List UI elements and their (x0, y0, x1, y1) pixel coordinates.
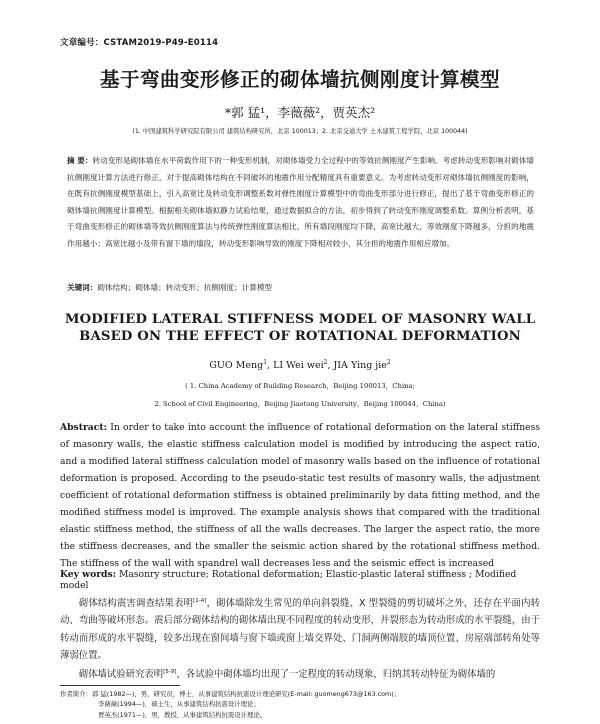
citation: [5-9] (163, 668, 177, 675)
body-text-span: 砌体结构震害调查结果表明 (78, 598, 194, 610)
english-abstract-text: In order to take into account the influence of rotational deformation on the lateral stiffness of masonry walls, the elastic stiffness calculation model is modified by introducing the aspect ratio, and a modified lateral stiffness calculation model of masonry walls based on the influence of rotational deformation is proposed. According to the pseudo-static test results of masonry walls, the adjustment coefficient of rotational deformation stiffness is obtained preliminarily by data fitting method, and the modified stiffness model is improved. The example analysis shows that compared with the traditional elastic stiffness method, the stiffness of all the walls decreases. The larger the aspect ratio, the more the stiffness decreases, and the smaller the seismic action shared by the rotational stiffness method. The stiffness of the wall with spandrel wall decreases less and the seismic effect is increased (60, 422, 541, 569)
english-keywords-label: Key words: (60, 569, 117, 580)
english-keywords (60, 569, 540, 591)
chinese-keywords (67, 282, 534, 293)
chinese-title: 基于弯曲变形修正的砌体墙抗侧刚度计算模型 (99, 68, 500, 91)
english-abstract-label: Abstract: (60, 422, 107, 433)
footnote: 作者简介：郭 猛(1982—)，男，研究员，博士，从事建筑结构抗震设计理论研究(E-mail: guomeng673@163.com)； (60, 690, 401, 698)
chinese-affiliation: (1. 中国建筑科学研究院有限公司 建筑结构研究所，北京 100013；2. 北京交通大学 土木建筑工程学院，北京 100044) (132, 128, 468, 135)
english-affiliation-1: ( 1. China Academy of Building Research，Beijing 100013，China; (185, 382, 415, 390)
body-text-span: 砌体墙试验研究表明 (78, 669, 164, 681)
author-name: JIA Ying jie (333, 360, 387, 372)
english-authors: GUO Meng$^1$, LI Wei wei$^2$, JIA Ying jie$^2$ (209, 359, 391, 372)
chinese-abstract-text: 转动变形是砌体墙在水平荷载作用下的一种变形机制，对砌体墙受力全过程中的等效抗侧刚度产生影响。考虑转动变形影响对砌体墙抗侧刚度计算方法进行修正，对于提高砌体结构在不同破坏的地震作用分配精度具有重要意义。为考虑转动变形对砌体墙抗侧刚度的影响，在既有抗侧刚度模型基础上，引入高宽比及转动变形调整系数对弹性刚度计算模型中的弯曲变形部分进行修正，提出了基于弯曲变形修正的砌体墙抗侧刚度计算模型。根据相关砌体墙拟静力试验结果，通过数据拟合的方法，初步得到了转动变形刚度调整系数。算例分析表明，基于弯曲变形修正的砌体墙等效抗侧刚度算法与传统弹性刚度算法相比，所有墙段刚度均下降，高宽比越大，等效刚度下降越多，分担的地震作用越小；高宽比越小及带有窗下墙的墙段，转动变形影响导致的刚度下降相对较小，其分担的地震作用相应增加。 (67, 156, 534, 248)
chinese-abstract-label: 摘 要： (67, 156, 93, 165)
citation: [1-4] (193, 598, 207, 604)
article-number: 文章编号：CSTAM2019-P49-E0114 (60, 38, 219, 48)
body-text-span: ，各试验中砌体墙均出现了一定程度的转动现象，归纳其转动特征为砌体墙的 (176, 669, 496, 681)
footnotes (60, 689, 540, 720)
footnote: 贾英杰(1971—)，男，教授，从事建筑结构抗震设计理论。 (98, 710, 267, 719)
author-name: LI Wei wei (273, 360, 324, 372)
author-affil-mark: 1 (263, 359, 268, 366)
chinese-keywords-text: 砌体结构；砌体墙；转动变形；抗侧刚度；计算模型 (97, 283, 273, 292)
footnote-divider (60, 685, 180, 686)
author-affil-mark: 2 (386, 359, 391, 366)
body-text (60, 593, 540, 683)
chinese-abstract (67, 153, 534, 253)
english-title: MODIFIED LATERAL STIFFNESS MODEL OF MASONRY WALL BASED ON THE EFFECT OF ROTATIONAL DEFORMATION (64, 312, 536, 344)
footnote: 李薇薇(1994—)，硕士生，从事建筑结构抗震设计理论； (98, 700, 260, 709)
chinese-keywords-label: 关键词： (67, 283, 98, 292)
english-abstract (60, 419, 540, 572)
author-name: GUO Meng (209, 360, 264, 372)
english-keywords-text: Masonry structure; Rotational deformation; Elastic-plastic lateral stiffness ; Modified model (60, 569, 517, 591)
body-paragraph (60, 664, 540, 683)
body-paragraph (60, 593, 540, 664)
chinese-authors: *郭 猛¹，李薇薇²，贾英杰² (224, 105, 376, 120)
author-affil-mark: 2 (323, 359, 328, 366)
body-text-span: ，砌体墙除发生常见的单向斜裂缝、X 型裂缝的剪切破坏之外，还存在平面内转动、弯曲等破坏形态。震后部分砌体结构的砌体墙出现不同程度的转动变形，并裂形态为转动形成的水平裂缝，由于转动而形成的水平裂缝，较多出现在窗间墙与窗下墙或窗上墙交界处、门洞两侧端肢的墙顶位置、房屋端部转角处等薄弱位置。 (60, 598, 540, 661)
english-affiliation-2: 2. School of Civil Engineering，Beijing Jiaotong University，Beijing 100044，China) (154, 400, 446, 408)
